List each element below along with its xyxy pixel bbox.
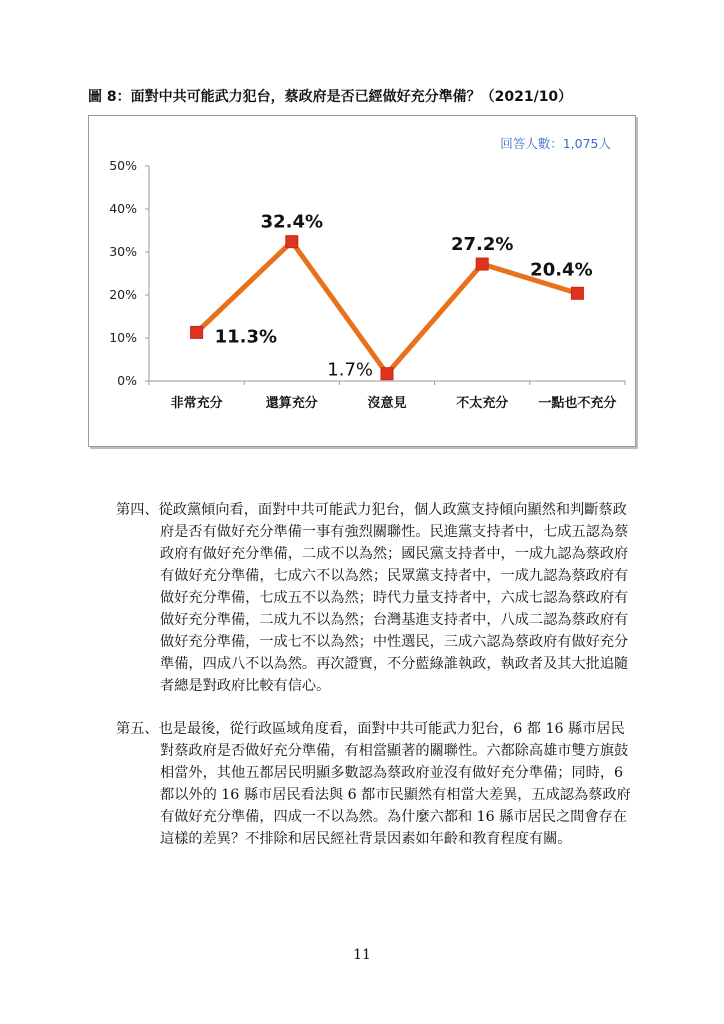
y-tick-label: 20% <box>109 287 137 302</box>
paragraph-line: 對蔡政府是否做好充分準備，有相當顯著的關聯性。六都除高雄市雙方旗鼓 <box>160 743 629 759</box>
data-value-label: 27.2% <box>450 234 514 256</box>
x-category-label: 不太充分 <box>456 396 509 411</box>
paragraph-5 <box>116 718 638 850</box>
paragraph-line: 第五、也是最後，從行政區域角度看，面對中共可能武力犯台，6 都 16 縣市居民 <box>116 721 625 737</box>
paragraph-line: 第四、從政黨傾向看，面對中共可能武力犯台，個人政黨支持傾向顯然和判斷蔡政 <box>116 502 627 518</box>
data-value-label: 32.4% <box>260 211 324 233</box>
y-tick-label: 30% <box>109 244 137 259</box>
page-number: 11 <box>353 947 371 963</box>
paragraph-line: 有做好充分準備，七成六不以為然；民眾黨支持者中，一成九認為蔡政府有 <box>160 568 629 584</box>
y-tick-label: 10% <box>109 330 137 345</box>
paragraph-4 <box>116 499 638 697</box>
y-tick-label: 0% <box>117 373 137 388</box>
paragraph-line: 做好充分準備，七成五不以為然；時代力量支持者中，六成七認為蔡政府有 <box>160 590 629 606</box>
line-chart <box>88 115 636 447</box>
x-category-label: 沒意見 <box>367 396 407 411</box>
figure-title: 圖 8：面對中共可能武力犯台，蔡政府是否已經做好充分準備？（2021/10） <box>88 89 573 105</box>
data-point-marker <box>286 236 298 248</box>
data-value-label: 11.3% <box>214 326 278 348</box>
y-tick-label: 40% <box>109 201 137 216</box>
paragraph-line: 府是否有做好充分準備一事有強烈關聯性。民進黨支持者中，七成五認為蔡 <box>160 524 629 540</box>
paragraph-line: 都以外的 16 縣市居民看法與 6 都市民顯然有相當大差異，五成認為蔡政府 <box>160 787 631 803</box>
paragraph-line: 相當外，其他五都居民明顯多數認為蔡政府並沒有做好充分準備；同時，6 <box>160 765 624 781</box>
data-point-marker <box>476 258 488 270</box>
x-category-label: 一點也不充分 <box>538 396 617 411</box>
data-point-marker <box>381 368 393 380</box>
respondents-label: 回答人數：1,075人 <box>500 136 611 151</box>
paragraph-line: 準備，四成八不以為然。再次證實，不分藍綠誰執政，執政者及其大批追隨 <box>160 656 629 672</box>
chart-svg <box>89 116 635 446</box>
data-value-label: 20.4% <box>530 259 593 281</box>
data-point-marker <box>571 287 583 299</box>
paragraph-line: 有做好充分準備，四成一不以為然。為什麼六都和 16 縣市居民之間會存在 <box>160 809 627 825</box>
paragraph-line: 這樣的差異？不排除和居民經社背景因素如年齡和教育程度有關。 <box>160 831 572 847</box>
paragraph-line: 做好充分準備，二成九不以為然；台灣基進支持者中，八成二認為蔡政府有 <box>160 612 629 628</box>
paragraph-line: 政府有做好充分準備，二成不以為然；國民黨支持者中，一成九認為蔡政府 <box>160 546 629 562</box>
y-tick-label: 50% <box>109 158 137 173</box>
x-category-label: 非常充分 <box>170 396 223 411</box>
paragraph-line: 者總是對政府比較有信心。 <box>160 678 331 694</box>
paragraph-line: 做好充分準備，一成七不以為然；中性選民，三成六認為蔡政府有做好充分 <box>160 634 629 650</box>
data-value-label: 1.7% <box>327 359 373 381</box>
data-point-marker <box>191 326 203 338</box>
x-category-label: 還算充分 <box>265 396 318 411</box>
series-line <box>197 242 578 374</box>
